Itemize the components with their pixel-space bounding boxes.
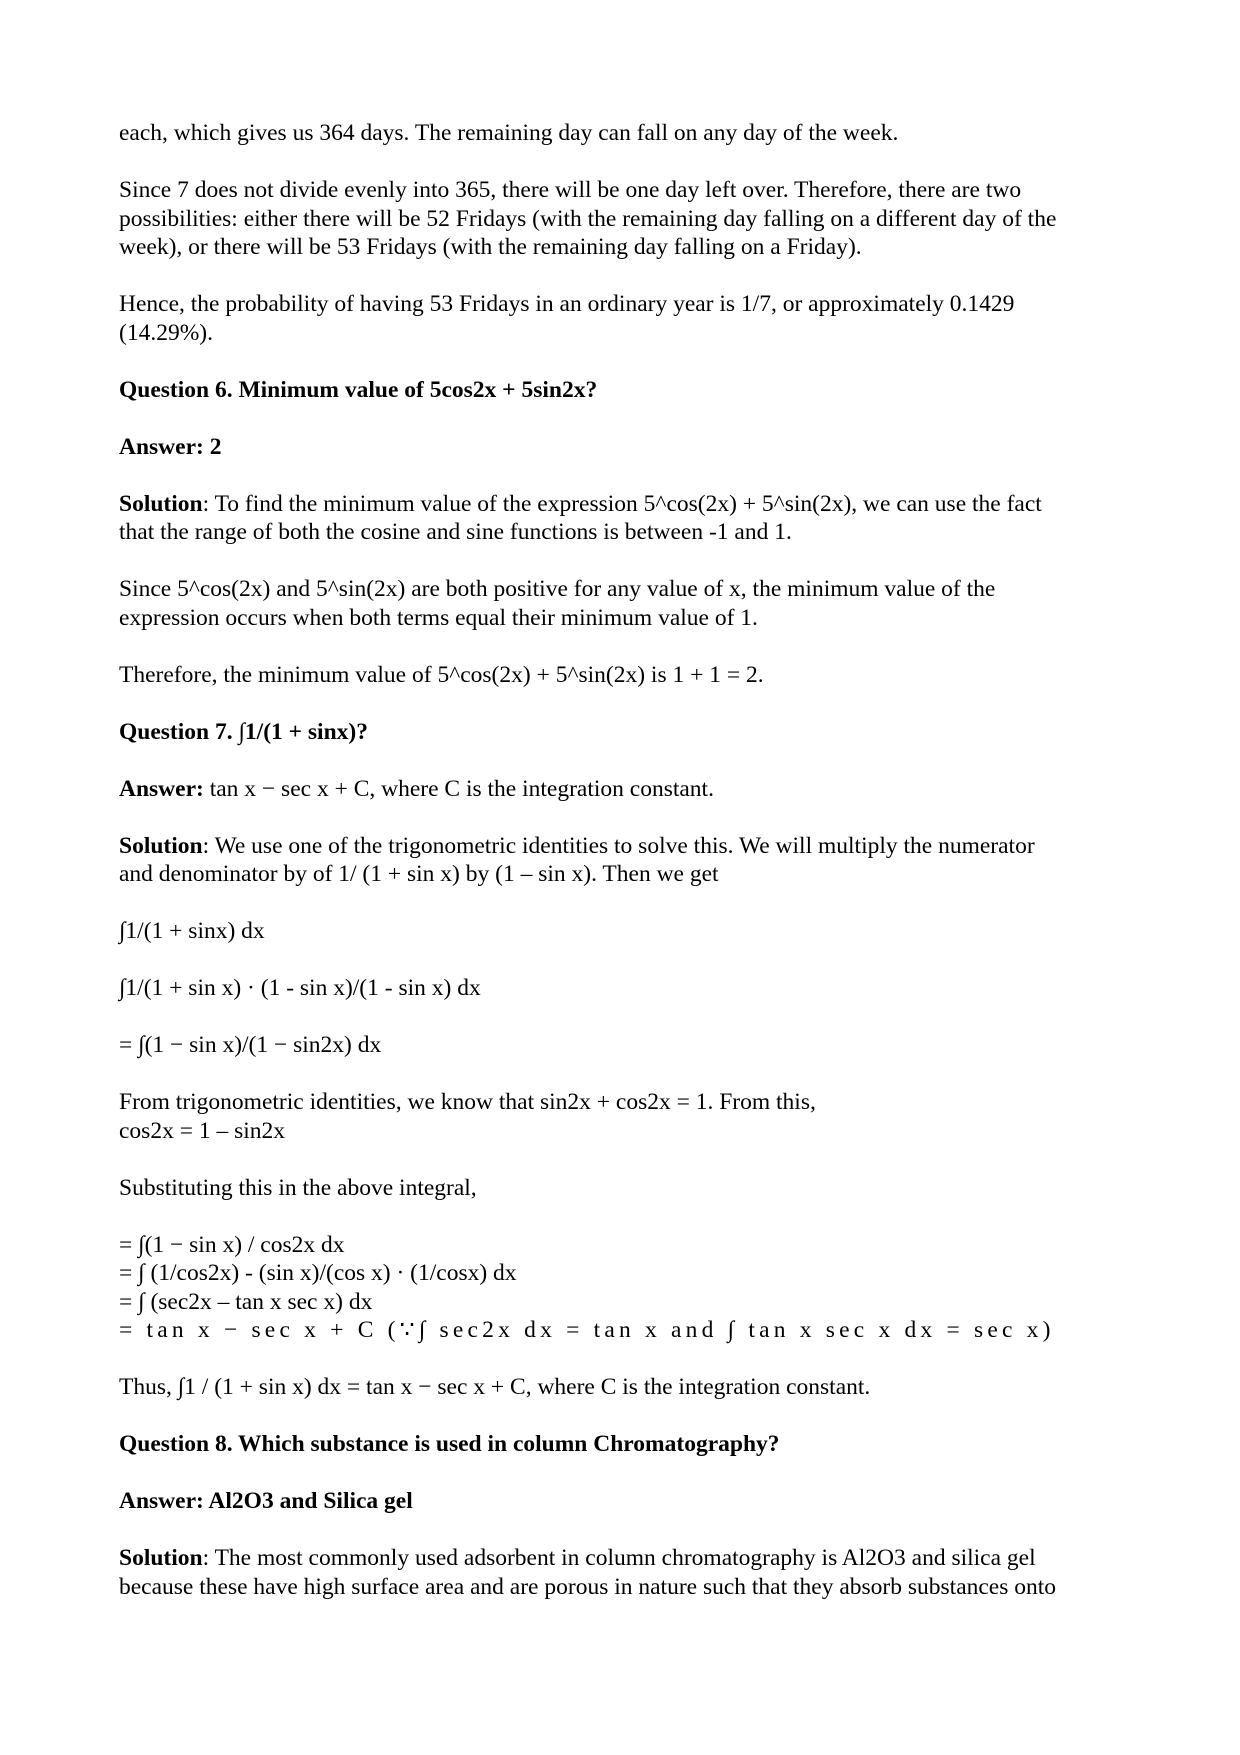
text-line: From trigonometric identities, we know that sin2x + cos2x = 1. From this, (119, 1089, 816, 1115)
text-line: : The most commonly used adsorbent in column chromatography is Al2O3 and silica gel (202, 1545, 1036, 1571)
question-6-conclusion: Therefore, the minimum value of 5^cos(2x) + 5^sin(2x) is 1 + 1 = 2. (119, 661, 764, 688)
equation-3: = ∫(1 − sin x)/(1 − sin2x) dx (119, 1032, 382, 1058)
step-line: = ∫ (sec2x – tan x sec x) dx (119, 1288, 373, 1315)
question-8-solution (119, 1544, 1129, 1601)
text-line: and denominator by of 1/ (1 + sin x) by (1 – sin x). Then we get (119, 861, 719, 887)
question-8-heading: Question 8. Which substance is used in column Chromatography? (119, 1431, 780, 1457)
text-line: (14.29%). (119, 319, 213, 346)
step-line: = ∫ (1/cos2x) - (sin x)/(cos x) · (1/cosx) dx (119, 1260, 517, 1286)
text-line: because these have high surface area and are porous in nature such that they absorb substances onto (119, 1573, 1057, 1600)
text-line: : We use one of the trigonometric identities to solve this. We will multiply the numerator (202, 832, 1035, 859)
text-line: Since 5^cos(2x) and 5^sin(2x) are both positive for any value of x, the minimum value of the (119, 576, 996, 602)
solution-label: Solution (119, 1545, 203, 1571)
question-6-solution (119, 490, 1129, 547)
paragraph-probability (119, 290, 1129, 347)
answer-label: Answer: (119, 775, 204, 802)
answer-text: tan x − sec x + C, where C is the integration constant. (203, 775, 714, 802)
text-line: possibilities: either there will be 52 Fridays (with the remaining day falling on a different day of the (119, 205, 1057, 232)
step-line: = ∫(1 − sin x) / cos2x dx (119, 1231, 345, 1258)
text-line: each, which gives us 364 days. The remaining day can fall on any day of the week. (119, 120, 899, 146)
text-line: cos2x = 1 – sin2x (119, 1117, 286, 1144)
text-line: Hence, the probability of having 53 Fridays in an ordinary year is 1/7, or approximately 0.1429 (119, 291, 1015, 317)
paragraph-days (119, 119, 1129, 148)
question-6-paragraph-2 (119, 575, 1129, 632)
equation-1: ∫1/(1 + sinx) dx (119, 918, 265, 944)
solution-label: Solution (119, 490, 203, 517)
text-line: that the range of both the cosine and sine functions is between -1 and 1. (119, 519, 792, 545)
question-6-heading: Question 6. Minimum value of 5cos2x + 5sin2x? (119, 376, 598, 403)
text-line: expression occurs when both terms equal their minimum value of 1. (119, 604, 758, 631)
question-7-heading: Question 7. ∫1/(1 + sinx)? (119, 718, 368, 745)
question-8-answer: Answer: Al2O3 and Silica gel (119, 1488, 413, 1514)
substituting-text: Substituting this in the above integral, (119, 1174, 477, 1201)
text-line: : To find the minimum value of the expression 5^cos(2x) + 5^sin(2x), we can use the fact (202, 490, 1042, 517)
text-line: week), or there will be 53 Fridays (with the remaining day falling on a Friday). (119, 234, 862, 260)
integration-steps (119, 1231, 1129, 1345)
equation-2: ∫1/(1 + sin x) · (1 - sin x)/(1 - sin x) dx (119, 975, 481, 1001)
final-step-line: = tan x − sec x + C (∵∫ sec2x dx = tan x and ∫ tan x sec x dx = sec x) (119, 1317, 1055, 1343)
paragraph-remainder (119, 176, 1129, 262)
question-7-solution (119, 832, 1129, 889)
document-body (119, 119, 1129, 1601)
identity-paragraph (119, 1088, 1129, 1145)
solution-label: Solution (119, 832, 203, 859)
question-7-conclusion: Thus, ∫1 / (1 + sin x) dx = tan x − sec x + C, where C is the integration constant. (119, 1374, 871, 1400)
text-line: Since 7 does not divide evenly into 365, there will be one day left over. Therefore, there are two (119, 177, 1022, 203)
question-7-answer (119, 775, 1129, 804)
question-6-answer: Answer: 2 (119, 433, 222, 460)
